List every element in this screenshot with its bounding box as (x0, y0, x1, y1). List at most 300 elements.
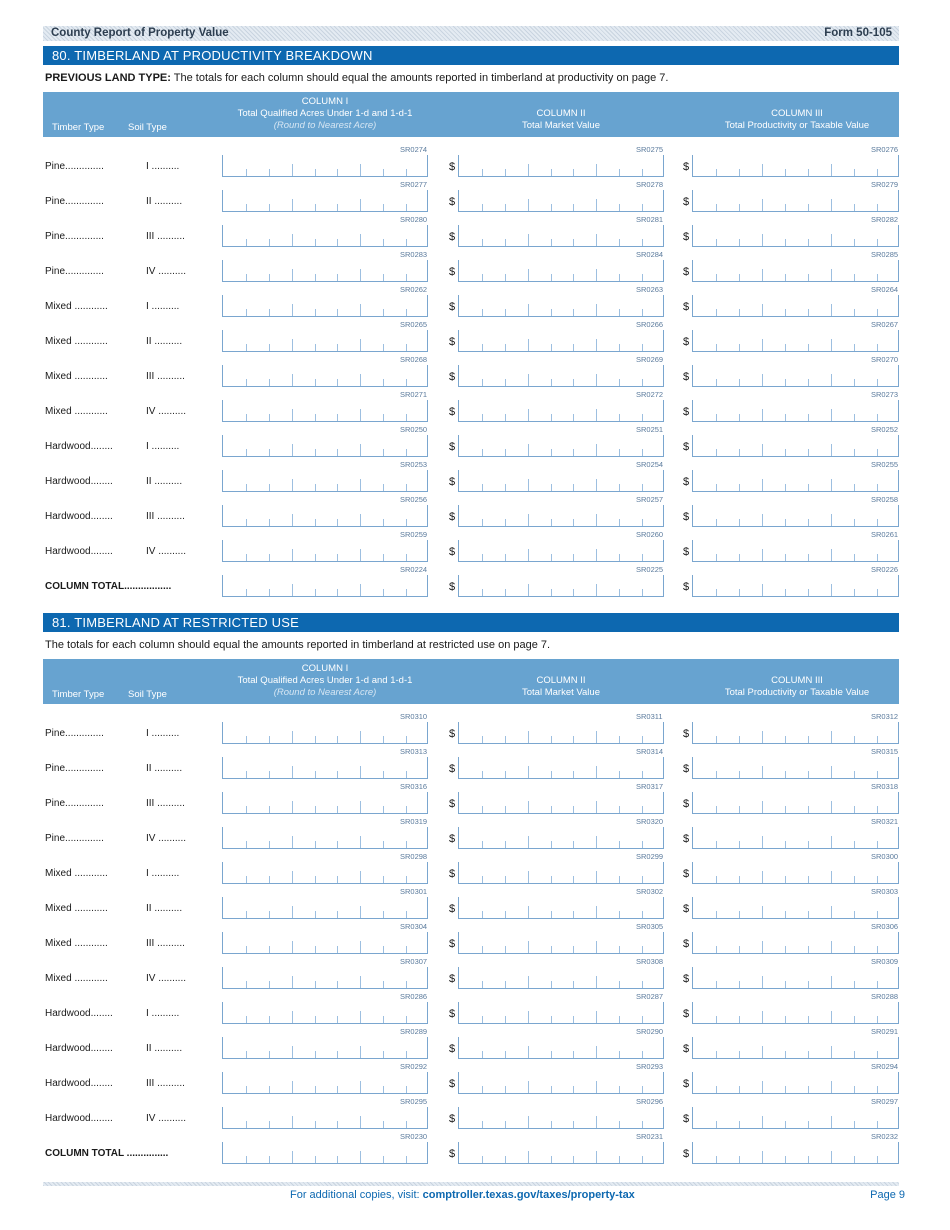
entry-field-col1[interactable] (222, 365, 428, 387)
digit-divider (551, 589, 552, 596)
entry-field-col2[interactable] (458, 1142, 664, 1164)
entry-field-col1[interactable] (222, 260, 428, 282)
digit-divider (762, 199, 763, 211)
row-label: Pine.............. (45, 728, 104, 739)
digit-divider (785, 876, 786, 883)
field-code: SR0311 (636, 712, 663, 721)
digit-divider (269, 239, 270, 246)
dollar-sign: $ (683, 441, 690, 453)
entry-field-col1[interactable] (222, 967, 428, 989)
row-label: Hardwood........ (45, 1078, 113, 1089)
digit-divider (360, 1151, 361, 1163)
entry-field-col3[interactable] (692, 330, 899, 352)
digit-divider (877, 1086, 878, 1093)
field-code: SR0278 (636, 180, 664, 189)
entry-field-col3[interactable] (692, 1072, 899, 1094)
digit-divider (315, 379, 316, 386)
entry-field-col3[interactable] (692, 365, 899, 387)
field-code: SR0231 (636, 1132, 664, 1141)
entry-field-col3[interactable] (692, 190, 899, 212)
field-code: SR0295 (400, 1097, 428, 1106)
digit-divider (315, 771, 316, 778)
digit-divider (551, 554, 552, 561)
form-number: Form 50-105 (824, 27, 892, 39)
entry-field-col2[interactable] (458, 505, 664, 527)
digit-divider (619, 1051, 620, 1058)
digit-divider (292, 514, 293, 526)
entry-field-col1[interactable] (222, 225, 428, 247)
digit-divider (808, 1086, 809, 1093)
digit-divider (573, 519, 574, 526)
digit-divider (528, 801, 529, 813)
digit-divider (831, 199, 832, 211)
entry-field-col3[interactable] (692, 932, 899, 954)
field-code: SR0261 (871, 530, 899, 539)
entry-field-col2[interactable] (458, 1072, 664, 1094)
row-label: Hardwood........ (45, 1008, 113, 1019)
digit-divider (551, 344, 552, 351)
digit-divider (292, 906, 293, 918)
entry-field-col1[interactable] (222, 470, 428, 492)
digit-divider (596, 1116, 597, 1128)
digit-divider (337, 239, 338, 246)
digit-divider (716, 911, 717, 918)
digit-divider (831, 514, 832, 526)
digit-divider (505, 1016, 506, 1023)
entry-field-col1[interactable] (222, 295, 428, 317)
entry-field-col2[interactable] (458, 1002, 664, 1024)
entry-field-col3[interactable] (692, 505, 899, 527)
digit-divider (642, 204, 643, 211)
digit-divider (877, 554, 878, 561)
entry-field-col1[interactable] (222, 505, 428, 527)
dollar-sign: $ (683, 511, 690, 523)
digit-divider (292, 234, 293, 246)
digit-divider (551, 274, 552, 281)
digit-divider (406, 876, 407, 883)
entry-field-col2[interactable] (458, 1107, 664, 1129)
field-code: SR0256 (400, 495, 428, 504)
digit-divider (505, 484, 506, 491)
digit-divider (739, 806, 740, 813)
digit-divider (337, 589, 338, 596)
digit-divider (573, 309, 574, 316)
entry-field-col1[interactable] (222, 827, 428, 849)
digit-divider (383, 876, 384, 883)
digit-divider (716, 1156, 717, 1163)
digit-divider (337, 736, 338, 743)
digit-divider (406, 1121, 407, 1128)
digit-divider (505, 1156, 506, 1163)
digit-divider (596, 164, 597, 176)
digit-divider (269, 519, 270, 526)
entry-field-col2[interactable] (458, 190, 664, 212)
field-code: SR0296 (636, 1097, 664, 1106)
digit-divider (596, 1151, 597, 1163)
digit-divider (482, 169, 483, 176)
digit-divider (528, 339, 529, 351)
digit-divider (877, 519, 878, 526)
digit-divider (482, 1086, 483, 1093)
digit-divider (505, 169, 506, 176)
digit-divider (315, 484, 316, 491)
entry-field-col2[interactable] (458, 260, 664, 282)
entry-field-col1[interactable] (222, 330, 428, 352)
dollar-sign: $ (449, 546, 456, 558)
digit-divider (292, 164, 293, 176)
entry-field-col3[interactable] (692, 1142, 899, 1164)
dollar-sign: $ (683, 868, 690, 880)
digit-divider (573, 981, 574, 988)
digit-divider (383, 1121, 384, 1128)
digit-divider (383, 484, 384, 491)
entry-field-col2[interactable] (458, 757, 664, 779)
entry-field-col2[interactable] (458, 932, 664, 954)
digit-divider (877, 414, 878, 421)
digit-divider (383, 379, 384, 386)
field-code: SR0299 (636, 852, 664, 861)
entry-field-col1[interactable] (222, 862, 428, 884)
entry-field-col3[interactable] (692, 540, 899, 562)
entry-field-col3[interactable] (692, 1002, 899, 1024)
entry-field-col1[interactable] (222, 1037, 428, 1059)
entry-field-col3[interactable] (692, 1037, 899, 1059)
digit-divider (854, 169, 855, 176)
digit-divider (642, 519, 643, 526)
field-code: SR0250 (400, 425, 428, 434)
digit-divider (551, 911, 552, 918)
digit-divider (383, 204, 384, 211)
digit-divider (877, 204, 878, 211)
digit-divider (573, 1016, 574, 1023)
field-code: SR0307 (400, 957, 428, 966)
entry-field-col3[interactable] (692, 435, 899, 457)
timber-type-header: Timber Type (52, 122, 105, 133)
digit-divider (246, 379, 247, 386)
digit-divider (573, 169, 574, 176)
digit-divider (269, 554, 270, 561)
digit-divider (854, 946, 855, 953)
digit-divider (642, 1086, 643, 1093)
digit-divider (337, 344, 338, 351)
entry-field-col1[interactable] (222, 1107, 428, 1129)
digit-divider (528, 549, 529, 561)
digit-divider (596, 731, 597, 743)
field-code: SR0315 (871, 747, 899, 756)
digit-divider (596, 1046, 597, 1058)
soil-label: III .......... (146, 511, 185, 522)
entry-field-col1[interactable] (222, 540, 428, 562)
entry-field-col1[interactable] (222, 1002, 428, 1024)
digit-divider (596, 941, 597, 953)
dollar-sign: $ (449, 266, 456, 278)
digit-divider (528, 234, 529, 246)
entry-field-col1[interactable] (222, 722, 428, 744)
entry-field-col3[interactable] (692, 400, 899, 422)
digit-divider (337, 449, 338, 456)
digit-divider (596, 514, 597, 526)
digit-divider (505, 981, 506, 988)
entry-field-col2[interactable] (458, 365, 664, 387)
field-code: SR0230 (400, 1132, 428, 1141)
digit-divider (716, 589, 717, 596)
digit-divider (596, 584, 597, 596)
digit-divider (831, 941, 832, 953)
digit-divider (406, 1156, 407, 1163)
entry-field-col2[interactable] (458, 827, 664, 849)
digit-divider (762, 1011, 763, 1023)
digit-divider (315, 414, 316, 421)
entry-field-col2[interactable] (458, 330, 664, 352)
digit-divider (246, 484, 247, 491)
digit-divider (739, 274, 740, 281)
digit-divider (854, 1086, 855, 1093)
digit-divider (246, 309, 247, 316)
entry-field-col3[interactable] (692, 792, 899, 814)
digit-divider (596, 1011, 597, 1023)
digit-divider (785, 169, 786, 176)
row-label: Pine.............. (45, 231, 104, 242)
digit-divider (716, 169, 717, 176)
digit-divider (505, 876, 506, 883)
digit-divider (877, 876, 878, 883)
entry-field-col3[interactable] (692, 862, 899, 884)
entry-field-col2[interactable] (458, 155, 664, 177)
digit-divider (854, 379, 855, 386)
entry-field-col3[interactable] (692, 470, 899, 492)
digit-divider (406, 309, 407, 316)
digit-divider (315, 274, 316, 281)
digit-divider (739, 946, 740, 953)
entry-field-col3[interactable] (692, 1107, 899, 1129)
entry-field-col1[interactable] (222, 757, 428, 779)
entry-field-col3[interactable] (692, 967, 899, 989)
digit-divider (831, 374, 832, 386)
digit-divider (716, 344, 717, 351)
digit-divider (762, 1046, 763, 1058)
row-label: Pine.............. (45, 161, 104, 172)
entry-field-col2[interactable] (458, 295, 664, 317)
digit-divider (854, 519, 855, 526)
digit-divider (762, 801, 763, 813)
digit-divider (360, 1081, 361, 1093)
digit-divider (360, 549, 361, 561)
section-note-text: The totals for each column should equal the amounts reported in timberland at productivity on page 7. (170, 72, 669, 84)
digit-divider (292, 801, 293, 813)
soil-label: IV .......... (146, 973, 187, 984)
digit-divider (642, 484, 643, 491)
digit-divider (596, 269, 597, 281)
field-code: SR0264 (871, 285, 899, 294)
entry-field-col1[interactable] (222, 155, 428, 177)
digit-divider (573, 344, 574, 351)
entry-field-col3[interactable] (692, 260, 899, 282)
soil-label: I .......... (146, 161, 180, 172)
entry-field-col3[interactable] (692, 722, 899, 744)
entry-field-col2[interactable] (458, 792, 664, 814)
entry-field-col1[interactable] (222, 1142, 428, 1164)
entry-field-col1[interactable] (222, 435, 428, 457)
footer-link[interactable]: comptroller.texas.gov/taxes/property-tax (422, 1189, 635, 1201)
digit-divider (269, 379, 270, 386)
entry-field-col1[interactable] (222, 190, 428, 212)
soil-label: I .......... (146, 1008, 180, 1019)
entry-field-col1[interactable] (222, 897, 428, 919)
digit-divider (482, 946, 483, 953)
digit-divider (642, 274, 643, 281)
field-code: SR0301 (400, 887, 428, 896)
digit-divider (739, 449, 740, 456)
entry-field-col2[interactable] (458, 225, 664, 247)
soil-label: II .......... (146, 196, 183, 207)
digit-divider (596, 304, 597, 316)
field-code: SR0254 (636, 460, 664, 469)
soil-label: III .......... (146, 231, 185, 242)
digit-divider (762, 1081, 763, 1093)
row-label: Mixed ............ (45, 336, 108, 347)
digit-divider (528, 164, 529, 176)
entry-field-col3[interactable] (692, 225, 899, 247)
digit-divider (406, 1086, 407, 1093)
entry-field-col2[interactable] (458, 722, 664, 744)
entry-field-col3[interactable] (692, 757, 899, 779)
digit-divider (739, 344, 740, 351)
entry-field-col3[interactable] (692, 827, 899, 849)
digit-divider (528, 409, 529, 421)
digit-divider (762, 1151, 763, 1163)
digit-divider (785, 946, 786, 953)
digit-divider (573, 876, 574, 883)
field-code: SR0320 (636, 817, 664, 826)
digit-divider (505, 554, 506, 561)
digit-divider (831, 479, 832, 491)
digit-divider (831, 731, 832, 743)
digit-divider (716, 876, 717, 883)
digit-divider (831, 409, 832, 421)
row-label: Mixed ............ (45, 903, 108, 914)
digit-divider (808, 449, 809, 456)
digit-divider (315, 841, 316, 848)
entry-field-col2[interactable] (458, 897, 664, 919)
digit-divider (246, 1086, 247, 1093)
digit-divider (337, 876, 338, 883)
entry-field-col1[interactable] (222, 575, 428, 597)
digit-divider (808, 876, 809, 883)
digit-divider (269, 841, 270, 848)
dollar-sign: $ (683, 903, 690, 915)
entry-field-col2[interactable] (458, 862, 664, 884)
entry-field-col3[interactable] (692, 575, 899, 597)
row-label: COLUMN TOTAL ............... (45, 1148, 169, 1159)
entry-field-col1[interactable] (222, 1072, 428, 1094)
soil-label: III .......... (146, 938, 185, 949)
entry-field-col2[interactable] (458, 435, 664, 457)
field-code: SR0274 (400, 145, 428, 154)
entry-field-col1[interactable] (222, 792, 428, 814)
digit-divider (877, 1121, 878, 1128)
digit-divider (337, 1016, 338, 1023)
digit-divider (739, 981, 740, 988)
digit-divider (619, 414, 620, 421)
digit-divider (315, 946, 316, 953)
field-code: SR0289 (400, 1027, 428, 1036)
dollar-sign: $ (449, 1008, 456, 1020)
dollar-sign: $ (449, 336, 456, 348)
dollar-sign: $ (449, 196, 456, 208)
digit-divider (269, 1016, 270, 1023)
digit-divider (505, 736, 506, 743)
digit-divider (739, 841, 740, 848)
col3-title: COLUMN III (771, 108, 823, 119)
digit-divider (505, 946, 506, 953)
digit-divider (642, 771, 643, 778)
entry-field-col2[interactable] (458, 575, 664, 597)
digit-divider (406, 946, 407, 953)
digit-divider (716, 1016, 717, 1023)
entry-field-col3[interactable] (692, 295, 899, 317)
digit-divider (808, 911, 809, 918)
digit-divider (551, 414, 552, 421)
dollar-sign: $ (449, 868, 456, 880)
digit-divider (528, 766, 529, 778)
column-header (43, 659, 899, 704)
entry-field-col1[interactable] (222, 932, 428, 954)
entry-field-col2[interactable] (458, 400, 664, 422)
digit-divider (482, 876, 483, 883)
digit-divider (808, 204, 809, 211)
digit-divider (619, 946, 620, 953)
entry-field-col1[interactable] (222, 400, 428, 422)
digit-divider (482, 981, 483, 988)
digit-divider (831, 1046, 832, 1058)
digit-divider (406, 911, 407, 918)
digit-divider (315, 344, 316, 351)
digit-divider (762, 234, 763, 246)
digit-divider (716, 379, 717, 386)
entry-field-col2[interactable] (458, 470, 664, 492)
digit-divider (739, 169, 740, 176)
entry-field-col2[interactable] (458, 540, 664, 562)
soil-label: II .......... (146, 1043, 183, 1054)
digit-divider (551, 946, 552, 953)
digit-divider (505, 841, 506, 848)
entry-field-col2[interactable] (458, 1037, 664, 1059)
entry-field-col3[interactable] (692, 155, 899, 177)
digit-divider (269, 449, 270, 456)
dollar-sign: $ (683, 231, 690, 243)
digit-divider (383, 239, 384, 246)
entry-field-col2[interactable] (458, 967, 664, 989)
digit-divider (292, 444, 293, 456)
digit-divider (292, 731, 293, 743)
entry-field-col3[interactable] (692, 897, 899, 919)
digit-divider (292, 1046, 293, 1058)
digit-divider (292, 976, 293, 988)
digit-divider (337, 484, 338, 491)
field-code: SR0224 (400, 565, 428, 574)
digit-divider (596, 409, 597, 421)
digit-divider (406, 449, 407, 456)
digit-divider (573, 274, 574, 281)
digit-divider (854, 876, 855, 883)
digit-divider (337, 309, 338, 316)
digit-divider (315, 1086, 316, 1093)
footer-rule (43, 1182, 899, 1186)
digit-divider (877, 981, 878, 988)
digit-divider (762, 479, 763, 491)
row-label: Hardwood........ (45, 546, 113, 557)
digit-divider (642, 239, 643, 246)
